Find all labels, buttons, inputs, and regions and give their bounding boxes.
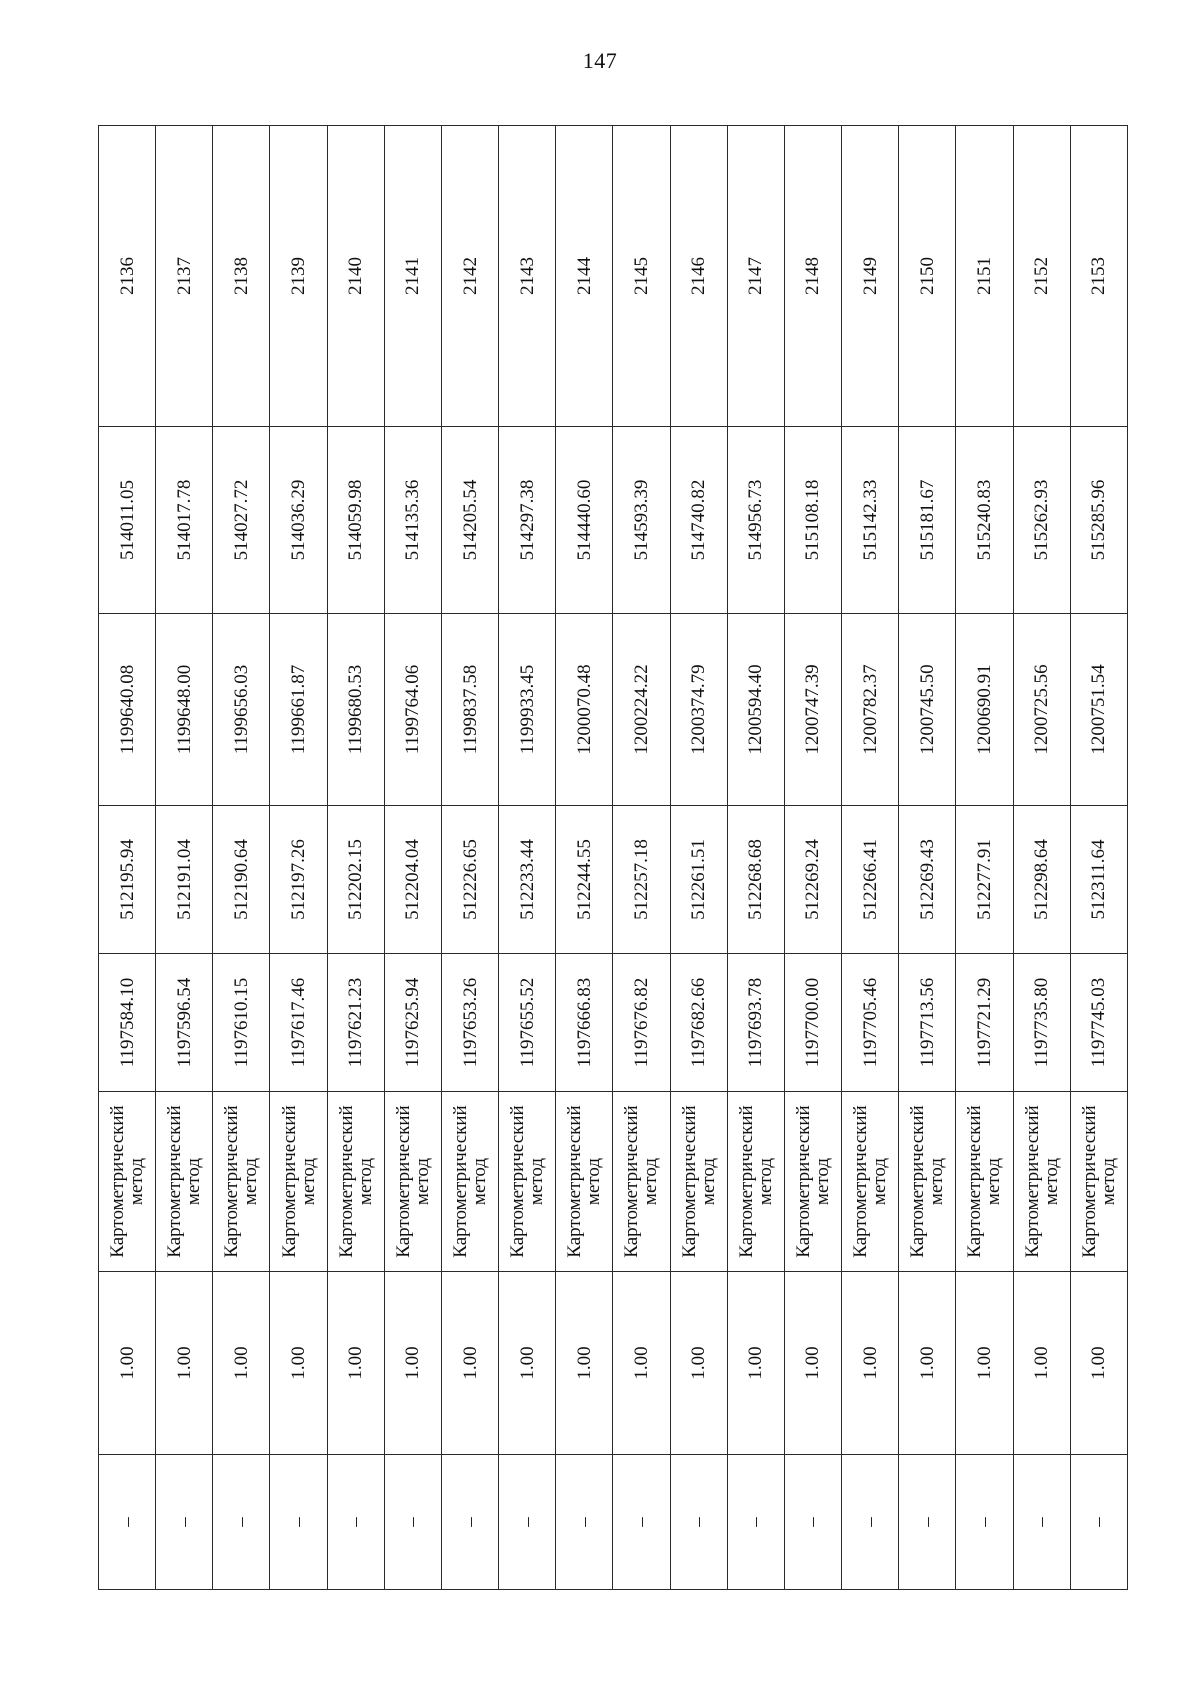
method-cell <box>156 1092 213 1272</box>
x2-cell: 512266.41 <box>842 806 899 954</box>
point-number-cell: 2145 <box>613 126 670 427</box>
accuracy-cell: 1.00 <box>213 1272 270 1455</box>
method-line-2: метод <box>1040 1157 1062 1206</box>
table-row <box>270 126 327 1590</box>
method-line-2: метод <box>983 1157 1005 1206</box>
note-cell: – <box>99 1455 156 1590</box>
x1-cell: 515285.96 <box>1070 427 1127 614</box>
method-cell <box>99 1092 156 1272</box>
accuracy-cell: 1.00 <box>899 1272 956 1455</box>
y1-cell: 1200745.50 <box>899 614 956 806</box>
y2-cell: 1197655.52 <box>499 954 556 1092</box>
method-line-2: метод <box>183 1157 205 1206</box>
coordinates-table <box>98 125 1128 1590</box>
point-number-cell: 2137 <box>156 126 213 427</box>
method-line-1: Картометрический <box>850 1105 872 1258</box>
x2-cell: 512233.44 <box>499 806 556 954</box>
accuracy-cell: 1.00 <box>1013 1272 1070 1455</box>
note-cell: – <box>499 1455 556 1590</box>
point-number-cell: 2142 <box>441 126 498 427</box>
point-number-cell: 2153 <box>1070 126 1127 427</box>
y2-cell: 1197682.66 <box>670 954 727 1092</box>
note-cell: – <box>556 1455 613 1590</box>
table-row <box>842 126 899 1590</box>
accuracy-cell: 1.00 <box>613 1272 670 1455</box>
method-line-1: Картометрический <box>507 1105 529 1258</box>
point-number-cell: 2136 <box>99 126 156 427</box>
x2-cell: 512311.64 <box>1070 806 1127 954</box>
method-cell <box>727 1092 784 1272</box>
method-cell <box>441 1092 498 1272</box>
y2-cell: 1197584.10 <box>99 954 156 1092</box>
x1-cell: 514011.05 <box>99 427 156 614</box>
table-row <box>384 126 441 1590</box>
accuracy-cell: 1.00 <box>956 1272 1013 1455</box>
y1-cell: 1200374.79 <box>670 614 727 806</box>
x2-cell: 512197.26 <box>270 806 327 954</box>
accuracy-cell: 1.00 <box>842 1272 899 1455</box>
table-row <box>613 126 670 1590</box>
point-number-cell: 2138 <box>213 126 270 427</box>
y1-cell: 1199680.53 <box>327 614 384 806</box>
y2-cell: 1197610.15 <box>213 954 270 1092</box>
page-number: 147 <box>582 48 618 73</box>
accuracy-cell: 1.00 <box>270 1272 327 1455</box>
method-line-1: Картометрический <box>107 1105 129 1258</box>
table-row <box>156 126 213 1590</box>
point-number-cell: 2151 <box>956 126 1013 427</box>
method-line-1: Картометрический <box>1078 1105 1100 1258</box>
point-number-cell: 2146 <box>670 126 727 427</box>
note-cell: – <box>1070 1455 1127 1590</box>
table-row <box>1013 126 1070 1590</box>
y2-cell: 1197700.00 <box>784 954 841 1092</box>
y1-cell: 1199661.87 <box>270 614 327 806</box>
accuracy-cell: 1.00 <box>156 1272 213 1455</box>
y2-cell: 1197621.23 <box>327 954 384 1092</box>
method-line-2: метод <box>697 1157 719 1206</box>
y2-cell: 1197653.26 <box>441 954 498 1092</box>
note-cell: – <box>899 1455 956 1590</box>
table-row <box>213 126 270 1590</box>
method-line-1: Картометрический <box>735 1105 757 1258</box>
x1-cell: 514956.73 <box>727 427 784 614</box>
table-row <box>727 126 784 1590</box>
method-cell <box>213 1092 270 1272</box>
table-row <box>1070 126 1127 1590</box>
y2-cell: 1197666.83 <box>556 954 613 1092</box>
note-cell: – <box>327 1455 384 1590</box>
y2-cell: 1197721.29 <box>956 954 1013 1092</box>
point-number-cell: 2144 <box>556 126 613 427</box>
x2-cell: 512269.24 <box>784 806 841 954</box>
note-cell: – <box>270 1455 327 1590</box>
x2-cell: 512269.43 <box>899 806 956 954</box>
x1-cell: 515181.67 <box>899 427 956 614</box>
x1-cell: 514440.60 <box>556 427 613 614</box>
y2-cell: 1197596.54 <box>156 954 213 1092</box>
method-line-2: метод <box>583 1157 605 1206</box>
method-line-1: Картометрический <box>1021 1105 1043 1258</box>
point-number-cell: 2139 <box>270 126 327 427</box>
x2-cell: 512226.65 <box>441 806 498 954</box>
y1-cell: 1199648.00 <box>156 614 213 806</box>
table-row <box>956 126 1013 1590</box>
note-cell: – <box>213 1455 270 1590</box>
method-line-2: метод <box>354 1157 376 1206</box>
y1-cell: 1199656.03 <box>213 614 270 806</box>
method-line-2: метод <box>1097 1157 1119 1206</box>
method-line-2: метод <box>411 1157 433 1206</box>
method-cell <box>784 1092 841 1272</box>
x2-cell: 512195.94 <box>99 806 156 954</box>
y1-cell: 1200594.40 <box>727 614 784 806</box>
method-line-2: метод <box>869 1157 891 1206</box>
point-number-cell: 2140 <box>327 126 384 427</box>
accuracy-cell: 1.00 <box>384 1272 441 1455</box>
table-row <box>784 126 841 1590</box>
point-number-cell: 2143 <box>499 126 556 427</box>
y1-cell: 1199764.06 <box>384 614 441 806</box>
y2-cell: 1197625.94 <box>384 954 441 1092</box>
y1-cell: 1200224.22 <box>613 614 670 806</box>
note-cell: – <box>613 1455 670 1590</box>
method-line-2: метод <box>126 1157 148 1206</box>
y2-cell: 1197735.80 <box>1013 954 1070 1092</box>
method-line-1: Картометрический <box>964 1105 986 1258</box>
method-line-1: Картометрический <box>621 1105 643 1258</box>
x1-cell: 515108.18 <box>784 427 841 614</box>
method-line-1: Картометрический <box>564 1105 586 1258</box>
method-cell <box>670 1092 727 1272</box>
accuracy-cell: 1.00 <box>784 1272 841 1455</box>
y1-cell: 1200747.39 <box>784 614 841 806</box>
y1-cell: 1200751.54 <box>1070 614 1127 806</box>
method-line-1: Картометрический <box>907 1105 929 1258</box>
method-cell <box>613 1092 670 1272</box>
method-line-2: метод <box>526 1157 548 1206</box>
x1-cell: 514205.54 <box>441 427 498 614</box>
note-cell: – <box>727 1455 784 1590</box>
note-cell: – <box>842 1455 899 1590</box>
method-cell <box>556 1092 613 1272</box>
x1-cell: 514740.82 <box>670 427 727 614</box>
y1-cell: 1199640.08 <box>99 614 156 806</box>
accuracy-cell: 1.00 <box>727 1272 784 1455</box>
accuracy-cell: 1.00 <box>670 1272 727 1455</box>
method-cell <box>842 1092 899 1272</box>
x1-cell: 514059.98 <box>327 427 384 614</box>
point-number-cell: 2141 <box>384 126 441 427</box>
method-cell <box>956 1092 1013 1272</box>
x2-cell: 512298.64 <box>1013 806 1070 954</box>
x2-cell: 512202.15 <box>327 806 384 954</box>
table-row <box>441 126 498 1590</box>
method-line-2: метод <box>926 1157 948 1206</box>
note-cell: – <box>384 1455 441 1590</box>
y1-cell: 1199837.58 <box>441 614 498 806</box>
method-line-2: метод <box>240 1157 262 1206</box>
table-row <box>99 126 156 1590</box>
method-line-2: метод <box>469 1157 491 1206</box>
y1-cell: 1200690.91 <box>956 614 1013 806</box>
accuracy-cell: 1.00 <box>327 1272 384 1455</box>
table-area <box>98 126 1128 1590</box>
y1-cell: 1200070.48 <box>556 614 613 806</box>
x1-cell: 514017.78 <box>156 427 213 614</box>
method-line-2: метод <box>811 1157 833 1206</box>
accuracy-cell: 1.00 <box>1070 1272 1127 1455</box>
x1-cell: 514036.29 <box>270 427 327 614</box>
y2-cell: 1197693.78 <box>727 954 784 1092</box>
x1-cell: 515262.93 <box>1013 427 1070 614</box>
point-number-cell: 2147 <box>727 126 784 427</box>
method-line-1: Картометрический <box>450 1105 472 1258</box>
note-cell: – <box>441 1455 498 1590</box>
accuracy-cell: 1.00 <box>499 1272 556 1455</box>
accuracy-cell: 1.00 <box>441 1272 498 1455</box>
x2-cell: 512204.04 <box>384 806 441 954</box>
method-line-1: Картометрический <box>392 1105 414 1258</box>
point-number-cell: 2149 <box>842 126 899 427</box>
method-line-2: метод <box>754 1157 776 1206</box>
point-number-cell: 2150 <box>899 126 956 427</box>
x1-cell: 514297.38 <box>499 427 556 614</box>
note-cell: – <box>1013 1455 1070 1590</box>
x1-cell: 515240.83 <box>956 427 1013 614</box>
x1-cell: 515142.33 <box>842 427 899 614</box>
y2-cell: 1197713.56 <box>899 954 956 1092</box>
x2-cell: 512277.91 <box>956 806 1013 954</box>
method-cell <box>899 1092 956 1272</box>
accuracy-cell: 1.00 <box>99 1272 156 1455</box>
x2-cell: 512191.04 <box>156 806 213 954</box>
note-cell: – <box>956 1455 1013 1590</box>
method-line-1: Картометрический <box>221 1105 243 1258</box>
method-cell <box>270 1092 327 1272</box>
table-row <box>556 126 613 1590</box>
x2-cell: 512244.55 <box>556 806 613 954</box>
x2-cell: 512190.64 <box>213 806 270 954</box>
table-row <box>670 126 727 1590</box>
y1-cell: 1200782.37 <box>842 614 899 806</box>
note-cell: – <box>670 1455 727 1590</box>
method-line-2: метод <box>640 1157 662 1206</box>
point-number-cell: 2152 <box>1013 126 1070 427</box>
method-line-1: Картометрический <box>164 1105 186 1258</box>
table-row <box>327 126 384 1590</box>
table-row <box>499 126 556 1590</box>
x2-cell: 512261.51 <box>670 806 727 954</box>
x1-cell: 514593.39 <box>613 427 670 614</box>
method-cell <box>384 1092 441 1272</box>
point-number-cell: 2148 <box>784 126 841 427</box>
x1-cell: 514027.72 <box>213 427 270 614</box>
method-line-1: Картометрический <box>335 1105 357 1258</box>
x2-cell: 512268.68 <box>727 806 784 954</box>
y2-cell: 1197745.03 <box>1070 954 1127 1092</box>
method-cell <box>1013 1092 1070 1272</box>
note-cell: – <box>784 1455 841 1590</box>
y1-cell: 1200725.56 <box>1013 614 1070 806</box>
y2-cell: 1197617.46 <box>270 954 327 1092</box>
y2-cell: 1197676.82 <box>613 954 670 1092</box>
method-cell <box>327 1092 384 1272</box>
y1-cell: 1199933.45 <box>499 614 556 806</box>
x2-cell: 512257.18 <box>613 806 670 954</box>
method-line-1: Картометрический <box>678 1105 700 1258</box>
method-cell <box>1070 1092 1127 1272</box>
method-line-1: Картометрический <box>278 1105 300 1258</box>
table-row <box>899 126 956 1590</box>
method-cell <box>499 1092 556 1272</box>
method-line-1: Картометрический <box>792 1105 814 1258</box>
y2-cell: 1197705.46 <box>842 954 899 1092</box>
method-line-2: метод <box>297 1157 319 1206</box>
accuracy-cell: 1.00 <box>556 1272 613 1455</box>
x1-cell: 514135.36 <box>384 427 441 614</box>
note-cell: – <box>156 1455 213 1590</box>
